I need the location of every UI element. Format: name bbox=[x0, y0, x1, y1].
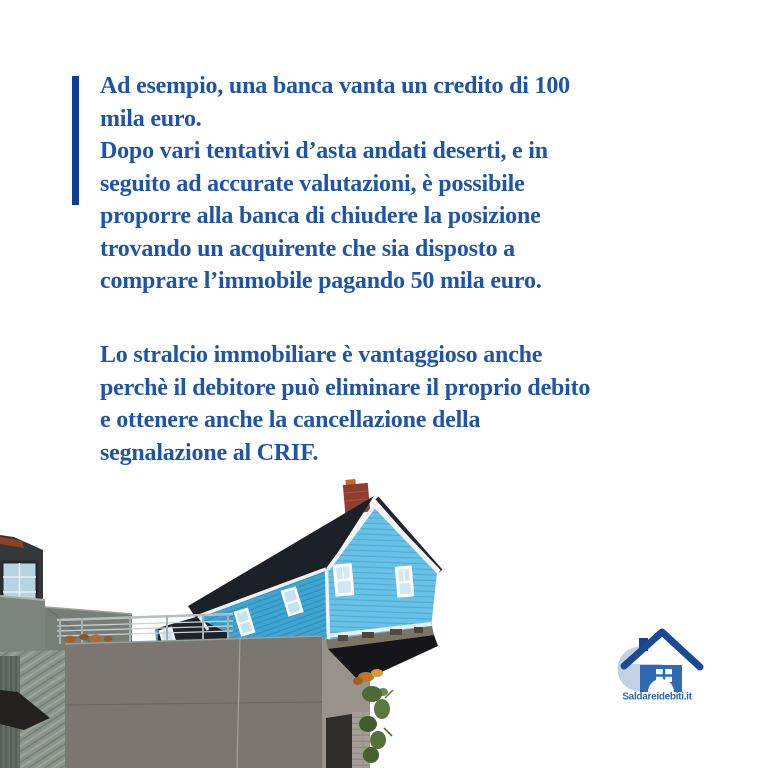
text-line: seguito ad accurate valutazioni, è possibile bbox=[100, 170, 525, 197]
hero-photo bbox=[0, 478, 768, 768]
blue-house bbox=[155, 478, 441, 651]
text-line: proporre alla banca di chiudere la posizione bbox=[100, 203, 541, 229]
concrete-wall bbox=[0, 636, 334, 768]
text-line: trovando un acquirente che sia disposto a bbox=[100, 235, 515, 262]
text-line: Ad esempio, una banca vanta un credito di 100 bbox=[100, 73, 570, 99]
quote-accent-bar bbox=[72, 76, 79, 205]
paragraph-example bbox=[100, 70, 570, 298]
logo-wordmark: Saldareidebiti.it bbox=[622, 691, 692, 702]
text-line: mila euro. bbox=[100, 105, 202, 132]
gable-window bbox=[395, 565, 415, 597]
corner-trim bbox=[327, 569, 329, 639]
text-line: e ottenere anche la cancellazione della bbox=[100, 407, 481, 433]
text-line: Lo stralcio immobiliare è vantaggioso anche bbox=[100, 342, 543, 368]
text-line: Dopo vari tentativi d’asta andati deserti, e in bbox=[100, 138, 548, 164]
text-line: perchè il debitore può eliminare il proprio debito bbox=[100, 374, 591, 401]
text-line: segnalazione al CRIF. bbox=[100, 439, 319, 466]
column-opening bbox=[326, 714, 352, 768]
text-line: comprare l’immobile pagando 50 mila euro. bbox=[100, 268, 542, 294]
gable-window bbox=[333, 563, 355, 597]
paragraph-benefits bbox=[100, 339, 590, 469]
brand-logo bbox=[606, 624, 706, 702]
